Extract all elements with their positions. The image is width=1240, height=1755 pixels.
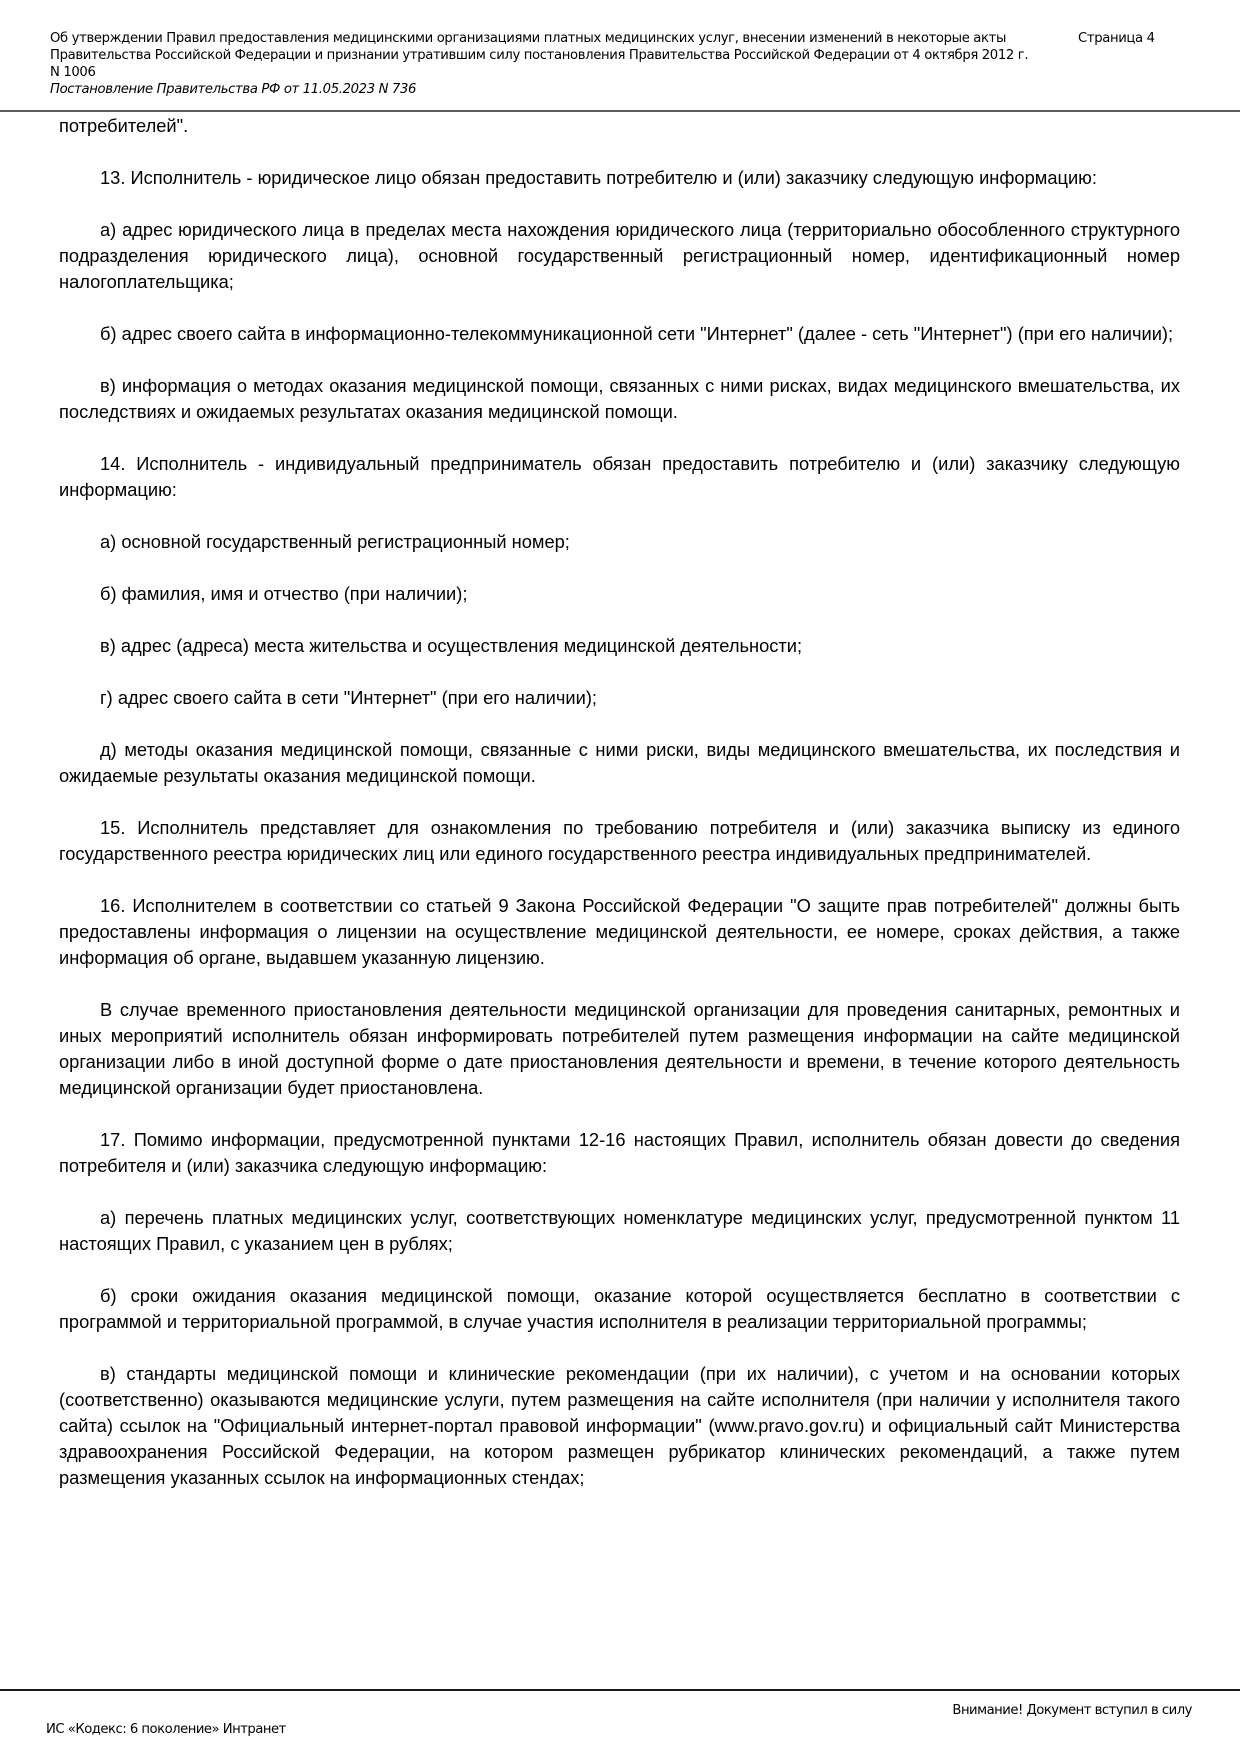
paragraph-17-a: а) перечень платных медицинских услуг, соответствующих номенклатуре медицинских услуг, предусмотренной пунктом 11 настоящих Правил, с указанием цен в рублях; bbox=[59, 1207, 1180, 1254]
paragraph-13-a: а) адрес юридического лица в пределах места нахождения юридического лица (территориально обособленного структурного подразделения юридического лица), основной государственный регистрационный номер, идентификационный номер налогоплательщика; bbox=[59, 219, 1180, 292]
paragraph-14-g: г) адрес своего сайта в сети "Интернет" (при его наличии); bbox=[100, 687, 598, 708]
footer-notice: Внимание! Документ вступил в силу bbox=[952, 1703, 1192, 1718]
paragraph-13-b: б) адрес своего сайта в информационно-телекоммуникационной сети "Интернет" (далее - сеть "Интернет") (при его наличии); bbox=[100, 323, 1174, 344]
paragraph-clause-16: 16. Исполнителем в соответствии со статьей 9 Закона Российской Федерации "О защите прав потребителей" должны быть предоставлены информация о лицензии на осуществление медицинской деятельности, ее номере, сроках действия, а также информация об органе, выдавшем указанную лицензию. bbox=[59, 895, 1180, 968]
paragraph-clause-13: 13. Исполнитель - юридическое лицо обязан предоставить потребителю и (или) заказчику следующую информацию: bbox=[100, 167, 1097, 188]
paragraph-14-v: в) адрес (адреса) места жительства и осуществления медицинской деятельности; bbox=[100, 635, 803, 656]
paragraph-clause-17: 17. Помимо информации, предусмотренной пунктами 12-16 настоящих Правил, исполнитель обязан довести до сведения потребителя и (или) заказчика следующую информацию: bbox=[59, 1129, 1180, 1176]
paragraph-16-suspension: В случае временного приостановления деятельности медицинской организации для проведения санитарных, ремонтных и иных мероприятий исполнитель обязан информировать потребителей путем размещения информации на сайте медицинской организации либо в иной доступной форме о дате приостановления деятельности и времени, в течение которого деятельность медицинской организации будет приостановлена. bbox=[59, 999, 1180, 1098]
paragraph-14-d: д) методы оказания медицинской помощи, связанные с ними риски, виды медицинского вмешательства, их последствия и ожидаемые результаты оказания медицинской помощи. bbox=[59, 739, 1180, 786]
document-title-block bbox=[50, 30, 1040, 98]
paragraph-continuation: потребителей". bbox=[59, 115, 189, 136]
paragraph-14-b: б) фамилия, имя и отчество (при наличии); bbox=[100, 583, 468, 604]
document-subtitle: Постановление Правительства РФ от 11.05.2023 N 736 bbox=[50, 82, 417, 97]
footer-system-name: ИС «Кодекс: 6 поколение» Интранет bbox=[46, 1722, 286, 1737]
paragraph-13-v: в) информация о методах оказания медицинской помощи, связанных с ними рисках, видах медицинского вмешательства, их последствиях и ожидаемых результатах оказания медицинской помощи. bbox=[59, 375, 1180, 422]
page-number: Страница 4 bbox=[1078, 31, 1155, 46]
document-title: Об утверждении Правил предоставления медицинскими организациями платных медицинских услуг, внесении изменений в некоторые акты Правительства Российской Федерации и признании утратившим силу постановления Правительства Российской Федерации от 4 октября 2012 г. N 1006 bbox=[50, 31, 1029, 80]
paragraph-14-a: а) основной государственный регистрационный номер; bbox=[100, 531, 570, 552]
paragraph-17-v: в) стандарты медицинской помощи и клинические рекомендации (при их наличии), с учетом и на основании которых (соответственно) оказываются медицинские услуги, путем размещения на сайте исполнителя (при наличии у исполнителя такого сайта) ссылок на "Официальный интернет-портал правовой информации" (www.pravo.gov.ru) и официальный сайт Министерства здравоохранения Российской Федерации, на котором размещен рубрикатор клинических рекомендаций, а также путем размещения указанных ссылок на информационных стендах; bbox=[59, 1363, 1180, 1488]
paragraph-clause-14: 14. Исполнитель - индивидуальный предприниматель обязан предоставить потребителю и (или) заказчику следующую информацию: bbox=[59, 453, 1180, 500]
paragraph-17-b: б) сроки ожидания оказания медицинской помощи, оказание которой осуществляется бесплатно в соответствии с программой и территориальной программой, в случае участия исполнителя в реализации территориальной программы; bbox=[59, 1285, 1180, 1332]
paragraph-clause-15: 15. Исполнитель представляет для ознакомления по требованию потребителя и (или) заказчика выписку из единого государственного реестра юридических лиц или единого государственного реестра индивидуальных предпринимателей. bbox=[59, 817, 1180, 864]
document-body bbox=[59, 113, 1180, 1517]
header-divider bbox=[0, 110, 1240, 112]
footer-divider bbox=[0, 1689, 1240, 1691]
